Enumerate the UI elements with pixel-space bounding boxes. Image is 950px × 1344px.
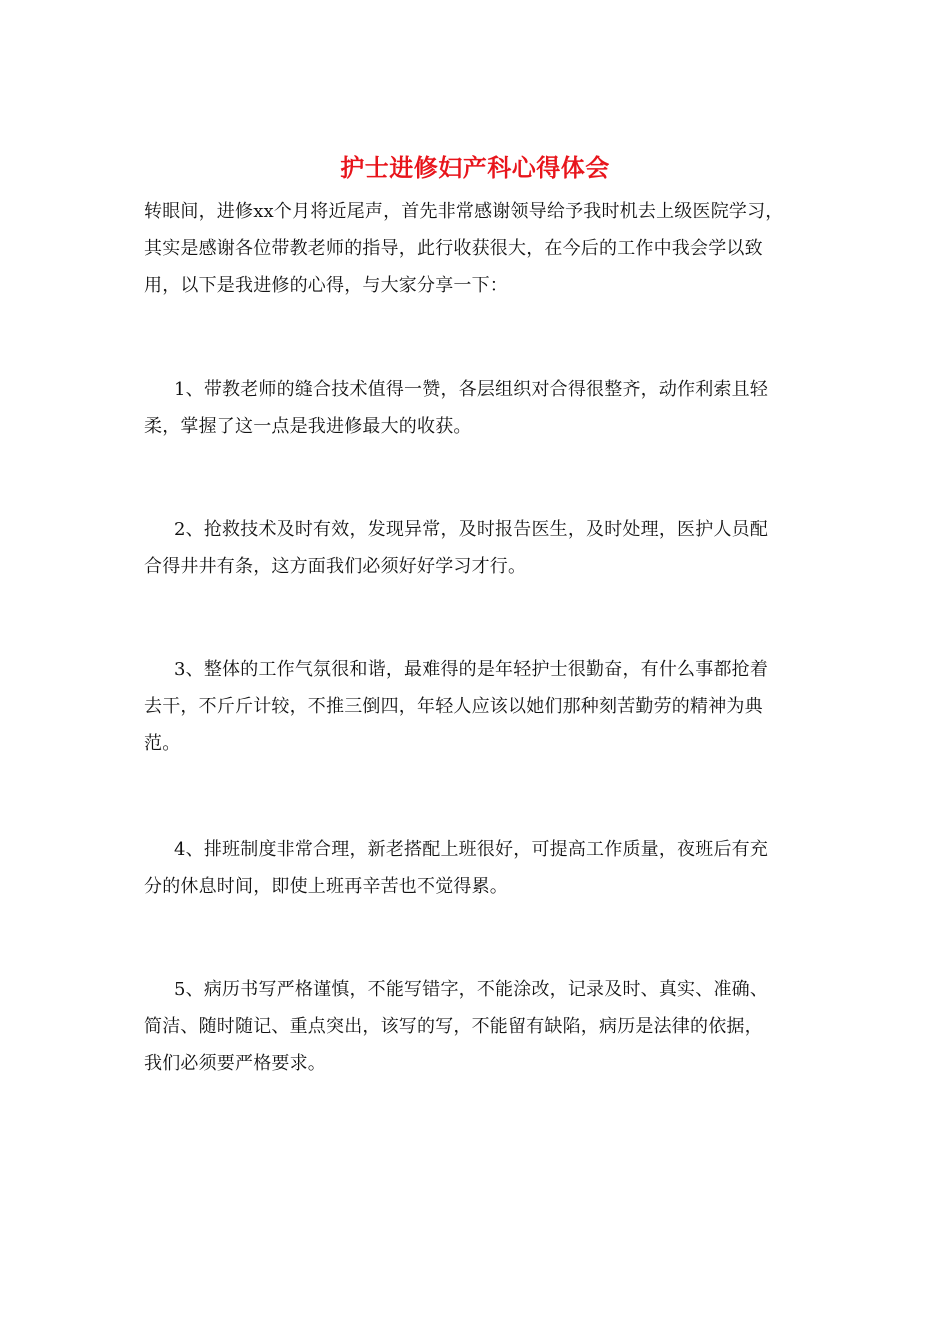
paragraph-line: 3、整体的工作气氛很和谐，最难得的是年轻护士很勤奋，有什么事都抢着 bbox=[174, 659, 769, 680]
point-paragraph-3 bbox=[144, 651, 810, 762]
paragraph-line: 简洁、随时随记、重点突出，该写的写，不能留有缺陷，病历是法律的依据， bbox=[144, 1016, 763, 1037]
paragraph-line: 去干，不斤斤计较，不推三倒四，年轻人应该以她们那种刻苦勤劳的精神为典 bbox=[144, 696, 763, 717]
point-paragraph-2 bbox=[144, 511, 810, 585]
paragraph-line: 柔，掌握了这一点是我进修最大的收获。 bbox=[144, 416, 472, 437]
paragraph-line: 用，以下是我进修的心得，与大家分享一下： bbox=[144, 275, 508, 296]
point-paragraph-1 bbox=[144, 371, 810, 445]
paragraph-line: 转眼间，进修xx个月将近尾声，首先非常感谢领导给予我时机去上级医院学习， bbox=[144, 201, 784, 222]
paragraph-line: 其实是感谢各位带教老师的指导，此行收获很大，在今后的工作中我会学以致 bbox=[144, 238, 763, 259]
point-paragraph-4 bbox=[144, 831, 810, 905]
paragraph-line: 5、病历书写严格谨慎，不能写错字，不能涂改，记录及时、真实、准确、 bbox=[174, 979, 769, 1000]
paragraph-line: 我们必须要严格要求。 bbox=[144, 1053, 326, 1074]
intro-paragraph bbox=[144, 193, 810, 304]
paragraph-line: 4、排班制度非常合理，新老搭配上班很好，可提高工作质量，夜班后有充 bbox=[174, 839, 769, 860]
point-paragraph-5 bbox=[144, 971, 810, 1082]
paragraph-line: 合得井井有条，这方面我们必须好好学习才行。 bbox=[144, 556, 527, 577]
paragraph-line: 1、带教老师的缝合技术值得一赞，各层组织对合得很整齐，动作利索且轻 bbox=[174, 379, 769, 400]
paragraph-line: 分的休息时间，即使上班再辛苦也不觉得累。 bbox=[144, 876, 508, 897]
paragraph-line: 范。 bbox=[144, 733, 181, 754]
document-title: 护士进修妇产科心得体会 bbox=[340, 153, 610, 182]
paragraph-line: 2、抢救技术及时有效，发现异常，及时报告医生，及时处理，医护人员配 bbox=[174, 519, 769, 540]
